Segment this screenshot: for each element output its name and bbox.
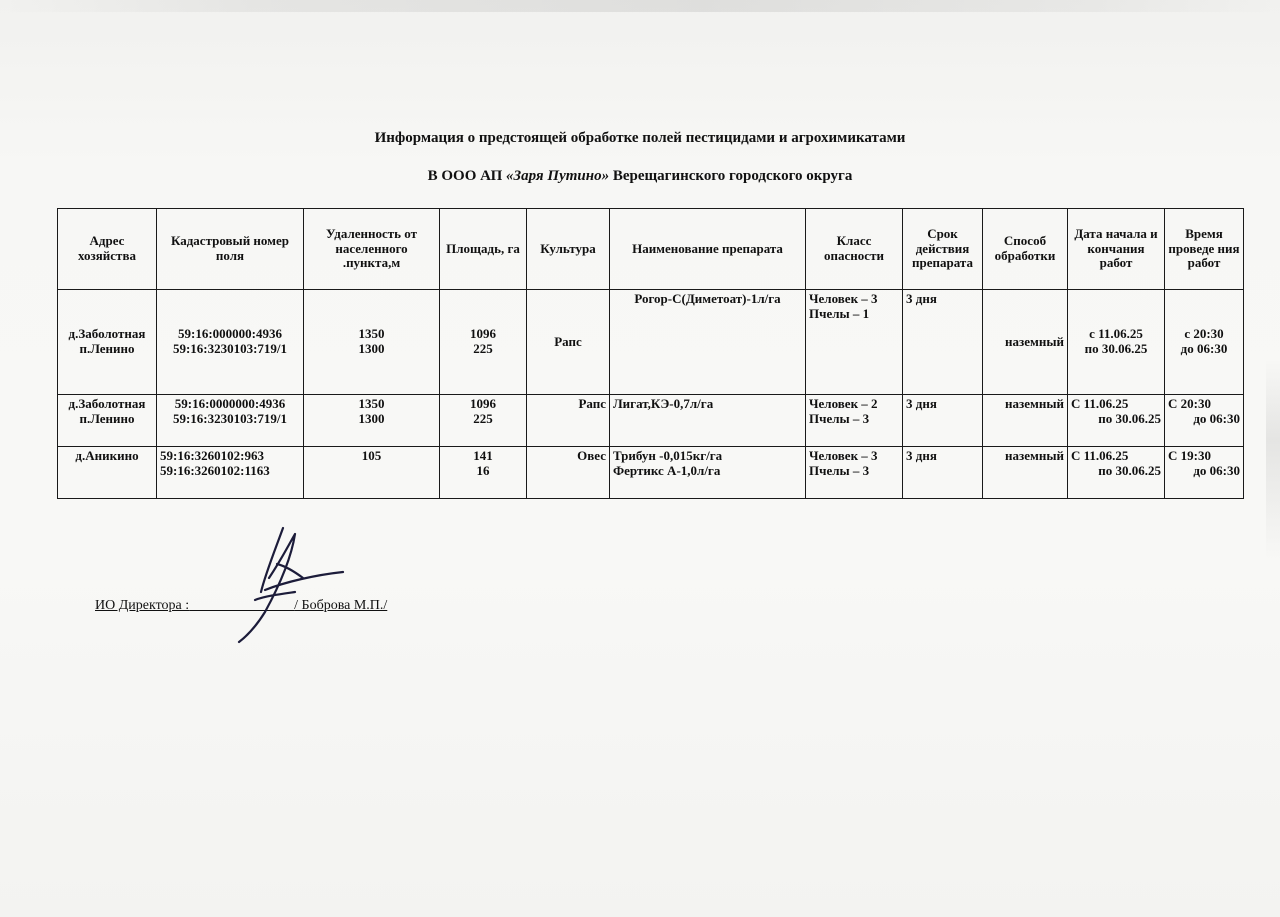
cell-crop: Рапс <box>527 395 610 447</box>
header-method: Способ обработки <box>983 209 1068 290</box>
subtitle-suffix: Верещагинского городского округа <box>609 168 853 184</box>
product-2: Фертикс А-1,0л/га <box>613 462 721 478</box>
time-1: С 20:30 <box>1168 396 1211 411</box>
header-validity: Срок действия препарата <box>903 209 983 290</box>
dates-1: С 11.06.25 <box>1071 448 1129 463</box>
cell-validity: 3 дня <box>903 290 983 395</box>
cell-product <box>610 395 806 447</box>
table-row <box>58 290 1244 395</box>
cell-address: д.Аникино <box>58 447 157 499</box>
distance-1: 1350 <box>358 396 385 411</box>
document-title: Информация о предстоящей обработке полей пестицидами и агрохимикатами <box>374 130 906 146</box>
distance-1: 105 <box>361 448 382 463</box>
time-2: до 06:30 <box>1193 410 1240 426</box>
cell-distance <box>304 447 440 499</box>
cell-area <box>440 290 527 395</box>
hazard-1: Человек – 2 <box>809 396 878 411</box>
distance-2: 1300 <box>358 410 385 426</box>
cell-hazard <box>806 447 903 499</box>
hazard-2: Пчелы – 1 <box>809 305 870 321</box>
header-hazard: Класс опасности <box>806 209 903 290</box>
dates-2: по 30.06.25 <box>1098 410 1161 426</box>
hazard-1: Человек – 3 <box>809 448 878 463</box>
hazard-2: Пчелы – 3 <box>809 462 870 478</box>
hazard-2: Пчелы – 3 <box>809 410 870 426</box>
cell-time <box>1165 290 1244 395</box>
signature-label: ИО Директора : <box>95 598 190 613</box>
time-1: с 20:30 <box>1184 326 1224 342</box>
cell-method: наземный <box>983 447 1068 499</box>
subtitle-prefix: В ООО АП <box>427 168 506 184</box>
dates-2: по 30.06.25 <box>1098 462 1161 478</box>
cell-crop: Рапс <box>527 290 610 395</box>
product-1: Лигат,КЭ-0,7л/га <box>613 396 714 411</box>
company-name: «Заря Путино» <box>506 168 610 184</box>
cell-hazard <box>806 290 903 395</box>
cell-method: наземный <box>983 290 1068 395</box>
distance-2: 1300 <box>358 341 385 356</box>
distance-1: 1350 <box>358 326 385 342</box>
cadastral-2: 59:16:3230103:719/1 <box>172 341 288 356</box>
cell-cadastral <box>157 447 304 499</box>
document-subtitle <box>0 168 1280 185</box>
cell-distance <box>304 395 440 447</box>
area-2: 16 <box>476 462 490 478</box>
product-1: Рогор-С(Диметоат)-1л/га <box>634 291 781 306</box>
cadastral-1: 59:16:0000000:4936 <box>174 396 286 411</box>
time-1: С 19:30 <box>1168 448 1211 463</box>
table-row <box>58 447 1244 499</box>
cell-hazard <box>806 395 903 447</box>
dates-1: с 11.06.25 <box>1089 326 1143 342</box>
handwritten-signature <box>225 520 365 645</box>
area-2: 225 <box>473 341 493 356</box>
header-area: Площадь, га <box>440 209 527 290</box>
scan-edge-artifact <box>1266 360 1280 560</box>
area-1: 1096 <box>470 326 496 342</box>
header-product: Наименование препарата <box>610 209 806 290</box>
hazard-1: Человек – 3 <box>809 291 878 306</box>
area-2: 225 <box>473 410 493 426</box>
treatment-table <box>57 208 1244 499</box>
product-1: Трибун -0,015кг/га <box>613 448 723 463</box>
cell-address: д.Заболотная п.Ленино <box>58 290 157 395</box>
cadastral-2: 59:16:3260102:1163 <box>160 462 270 478</box>
cadastral-1: 59:16:3260102:963 <box>160 448 264 463</box>
cadastral-1: 59:16:000000:4936 <box>178 326 282 342</box>
cell-dates <box>1068 395 1165 447</box>
area-1: 1096 <box>470 396 496 411</box>
cell-validity: 3 дня <box>903 395 983 447</box>
time-2: до 06:30 <box>1193 462 1240 478</box>
scan-edge-shadow <box>0 0 1280 12</box>
cell-dates <box>1068 290 1165 395</box>
signature-name: / Боброва М.П./ <box>294 598 388 613</box>
cell-address: д.Заболотная п.Ленино <box>58 395 157 447</box>
header-cadastral: Кадастровый номер поля <box>157 209 304 290</box>
cell-method: наземный <box>983 395 1068 447</box>
cell-time <box>1165 447 1244 499</box>
cadastral-2: 59:16:3230103:719/1 <box>172 410 288 426</box>
cell-dates <box>1068 447 1165 499</box>
header-time: Время проведе ния работ <box>1165 209 1244 290</box>
header-crop: Культура <box>527 209 610 290</box>
header-dates: Дата начала и кончания работ <box>1068 209 1165 290</box>
cell-area <box>440 395 527 447</box>
cell-cadastral <box>157 290 304 395</box>
time-2: до 06:30 <box>1180 341 1228 356</box>
cell-product <box>610 447 806 499</box>
cell-validity: 3 дня <box>903 447 983 499</box>
dates-1: С 11.06.25 <box>1071 396 1129 411</box>
dates-2: по 30.06.25 <box>1084 341 1148 356</box>
cell-product <box>610 290 806 395</box>
table-header-row <box>58 209 1244 290</box>
cell-time <box>1165 395 1244 447</box>
cell-distance <box>304 290 440 395</box>
table-row <box>58 395 1244 447</box>
area-1: 141 <box>473 448 493 463</box>
cell-cadastral <box>157 395 304 447</box>
header-address: Адрес хозяйства <box>58 209 157 290</box>
header-distance: Удаленность от населенного .пункта,м <box>304 209 440 290</box>
cell-crop: Овес <box>527 447 610 499</box>
cell-area <box>440 447 527 499</box>
